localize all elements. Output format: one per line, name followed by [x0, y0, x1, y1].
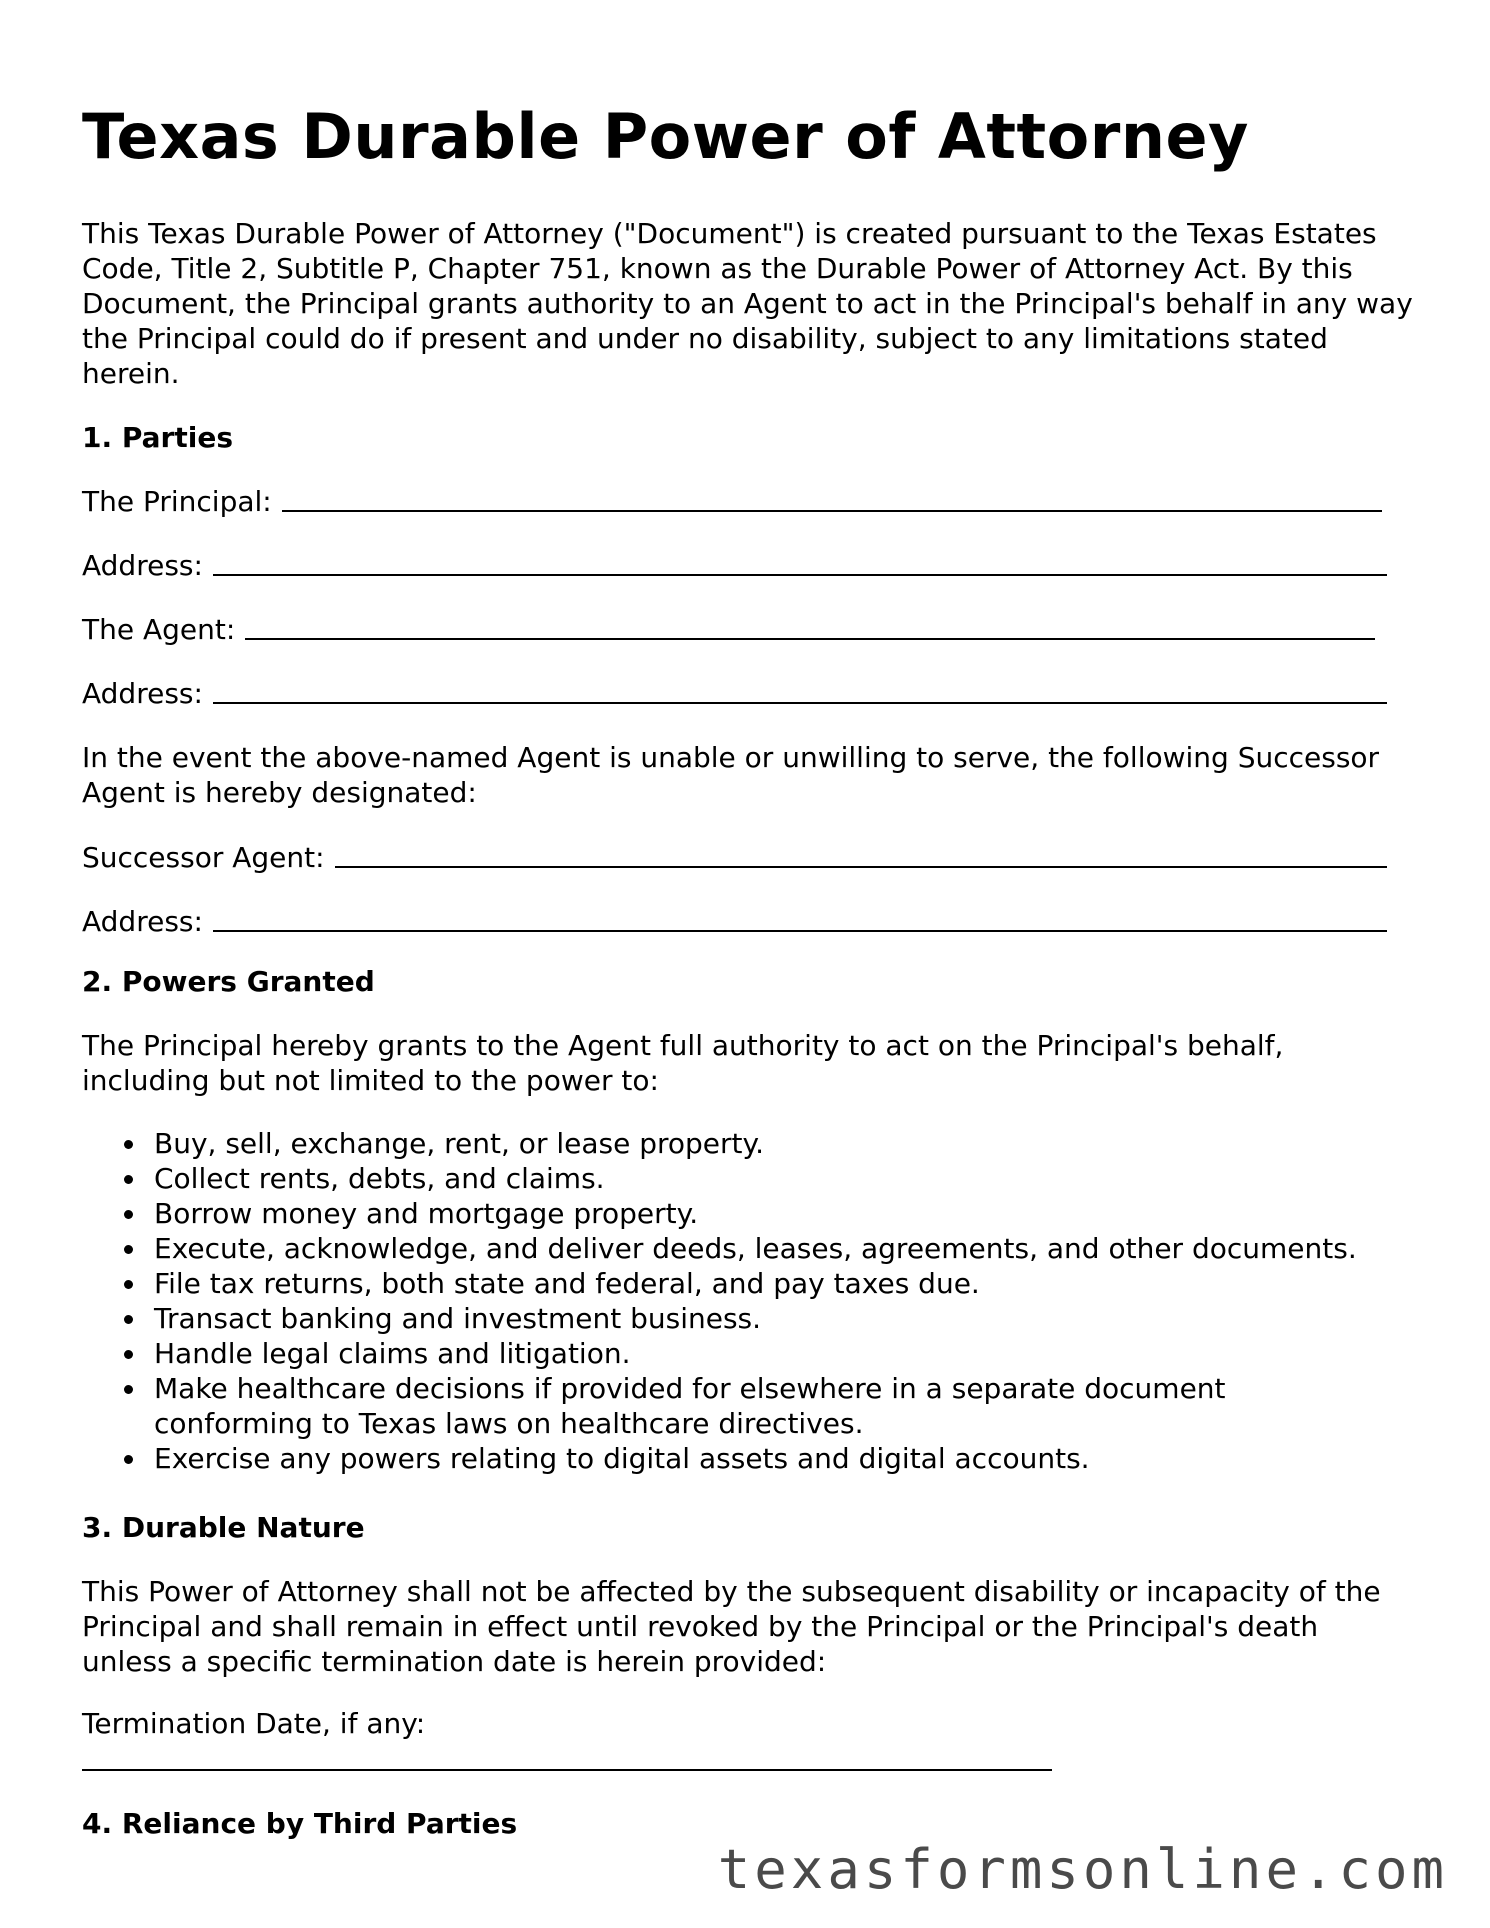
bullet-icon [124, 1210, 133, 1219]
durable-paragraph: This Power of Attorney shall not be affected by the subsequent disability or incapacity of the Principal and shall remain in effect until revoked by the Principal or the Principal's death unless a specific termination date is herein provided: [82, 1575, 1381, 1678]
bullet-icon [124, 1280, 133, 1289]
successor-agent-label: Successor Agent: [82, 841, 325, 874]
bullet-icon [124, 1140, 133, 1149]
list-item: Handle legal claims and litigation. [154, 1336, 1454, 1371]
principal-address-label: Address: [82, 549, 203, 582]
section-heading-durable: 3. Durable Nature [82, 1511, 365, 1544]
list-item: Borrow money and mortgage property. [154, 1196, 1454, 1231]
principal-address-blank-line[interactable] [213, 574, 1387, 576]
list-item: Execute, acknowledge, and deliver deeds, leases, agreements, and other documents. [154, 1231, 1484, 1266]
watermark-text: texasformsonline.com [717, 1838, 1448, 1901]
bullet-icon [124, 1315, 133, 1324]
bullet-icon [124, 1385, 133, 1394]
agent-blank-line[interactable] [245, 638, 1375, 640]
agent-address-field [82, 676, 1387, 711]
principal-address-field [82, 548, 1387, 583]
list-item: File tax returns, both state and federal, and pay taxes due. [154, 1266, 1454, 1301]
section-heading-parties: 1. Parties [82, 421, 233, 454]
termination-date-label: Termination Date, if any: [82, 1707, 426, 1740]
bullet-icon [124, 1175, 133, 1184]
bullet-icon [124, 1350, 133, 1359]
powers-intro: The Principal hereby grants to the Agent full authority to act on the Principal's behalf, including but not limited to the power to: [82, 1029, 1284, 1097]
intro-paragraph: This Texas Durable Power of Attorney ("Document") is created pursuant to the Texas Estates Code, Title 2, Subtitle P, Chapter 751, known as the Durable Power of Attorney Act. By this Document, the Principal grants authority to an Agent to act in the Principal's behalf in any way the Principal could do if present and under no disability, subject to any limitations stated herein. [82, 217, 1413, 390]
successor-address-label: Address: [82, 905, 203, 938]
list-item: Transact banking and investment business. [154, 1301, 1454, 1336]
document-title: Texas Durable Power of Attorney [82, 100, 1249, 173]
list-item: Make healthcare decisions if provided for elsewhere in a separate document conforming to Texas laws on healthcare directives. [154, 1371, 1294, 1441]
agent-address-label: Address: [82, 677, 203, 710]
bullet-icon [124, 1455, 133, 1464]
agent-field [82, 612, 1375, 647]
powers-list [82, 1126, 1484, 1476]
section-heading-reliance: 4. Reliance by Third Parties [82, 1807, 518, 1840]
principal-field [82, 484, 1382, 519]
section-heading-powers: 2. Powers Granted [82, 965, 375, 998]
successor-address-field [82, 904, 1387, 939]
agent-address-blank-line[interactable] [213, 702, 1387, 704]
successor-agent-field [82, 840, 1387, 875]
termination-date-blank-line[interactable] [82, 1769, 1052, 1771]
successor-intro: In the event the above-named Agent is unable or unwilling to serve, the following Successor Agent is hereby designated: [82, 741, 1380, 809]
successor-agent-blank-line[interactable] [335, 866, 1387, 868]
list-item: Buy, sell, exchange, rent, or lease property. [154, 1126, 1454, 1161]
list-item: Collect rents, debts, and claims. [154, 1161, 1454, 1196]
successor-address-blank-line[interactable] [213, 930, 1387, 932]
principal-label: The Principal: [82, 485, 272, 518]
agent-label: The Agent: [82, 613, 236, 646]
principal-blank-line[interactable] [282, 510, 1382, 512]
list-item: Exercise any powers relating to digital assets and digital accounts. [154, 1441, 1454, 1476]
bullet-icon [124, 1245, 133, 1254]
